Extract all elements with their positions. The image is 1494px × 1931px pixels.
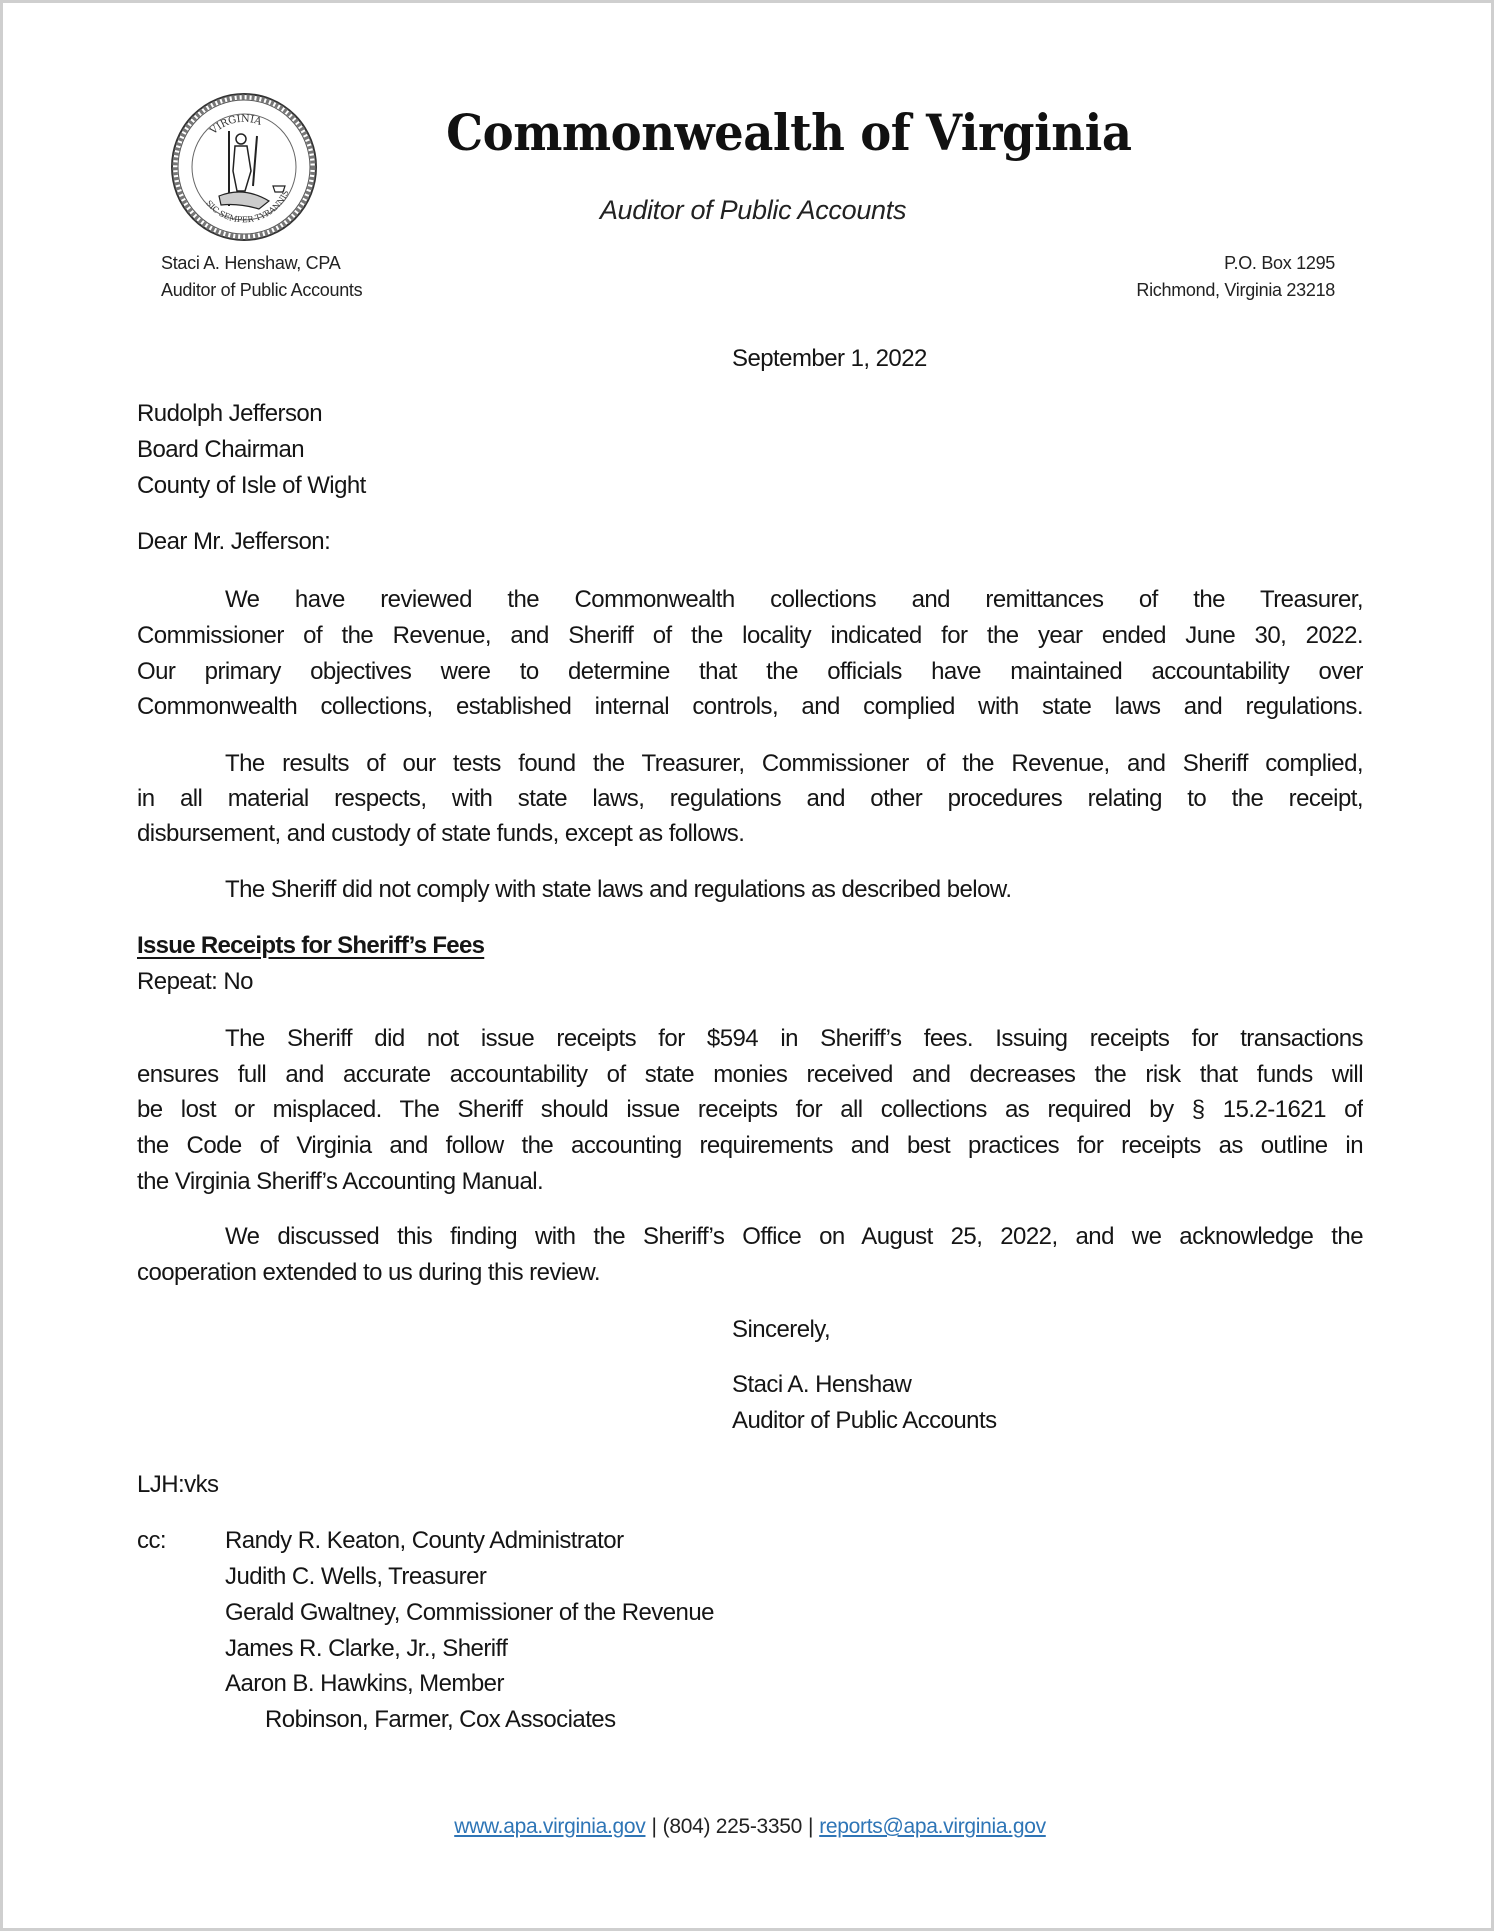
recipient-name: Rudolph Jefferson <box>137 400 323 427</box>
paragraph-line: the Virginia Sheriff’s Accounting Manual. <box>137 1168 544 1195</box>
svg-text:VIRGINIA: VIRGINIA <box>208 113 263 137</box>
closing: Sincerely, <box>732 1316 831 1343</box>
cc-recipient: Judith C. Wells, Treasurer <box>225 1563 487 1590</box>
signature-title: Auditor of Public Accounts <box>732 1407 997 1434</box>
cc-label: cc: <box>137 1527 167 1554</box>
typist-initials: LJH:vks <box>137 1471 219 1498</box>
cc-recipient: James R. Clarke, Jr., Sheriff <box>225 1635 508 1662</box>
salutation: Dear Mr. Jefferson: <box>137 528 331 555</box>
footer-contact <box>3 1815 1494 1839</box>
paragraph-line: Commonwealth collections, established internal controls, and complied with state laws and regulations. <box>137 693 1363 720</box>
phone-number: (804) 225-3350 <box>662 1815 803 1838</box>
paragraph-line: The results of our tests found the Treasurer, Commissioner of the Revenue, and Sheriff complied, <box>225 750 1363 777</box>
cc-sub-recipient: Robinson, Farmer, Cox Associates <box>265 1706 616 1733</box>
paragraph-line: be lost or misplaced. The Sheriff should issue receipts for all collections as required by § 15.2-1621 of <box>137 1096 1363 1123</box>
separator: | <box>808 1815 814 1838</box>
svg-text:SIC SEMPER TYRANNIS: SIC SEMPER TYRANNIS <box>204 188 291 225</box>
auditor-info <box>161 250 362 304</box>
paragraph-line: disbursement, and custody of state funds, except as follows. <box>137 820 745 847</box>
paragraph-noncompliance: The Sheriff did not comply with state laws and regulations as described below. <box>225 876 1012 903</box>
letter-date: September 1, 2022 <box>732 345 927 372</box>
paragraph-line: ensures full and accurate accountability of state monies received and decreases the risk that funds will <box>137 1061 1363 1088</box>
paragraph-line: We discussed this finding with the Sheriff’s Office on August 25, 2022, and we acknowledge the <box>225 1223 1363 1250</box>
website-link[interactable]: www.apa.virginia.gov <box>454 1815 646 1838</box>
recipient-title: Board Chairman <box>137 436 305 463</box>
office-address <box>1136 250 1335 304</box>
letterhead-title: Commonwealth of Virginia <box>446 103 1132 162</box>
virginia-state-seal-icon <box>169 91 319 243</box>
email-link[interactable]: reports@apa.virginia.gov <box>819 1815 1046 1838</box>
finding-heading: Issue Receipts for Sheriff’s Fees <box>137 932 485 959</box>
city-state-zip: Richmond, Virginia 23218 <box>1136 280 1335 300</box>
finding-repeat-status: Repeat: No <box>137 968 253 995</box>
recipient-organization: County of Isle of Wight <box>137 472 366 499</box>
cc-recipient: Randy R. Keaton, County Administrator <box>225 1527 624 1554</box>
paragraph-line: We have reviewed the Commonwealth collections and remittances of the Treasurer, <box>225 586 1363 613</box>
letterhead-subtitle: Auditor of Public Accounts <box>599 195 907 225</box>
auditor-name: Staci A. Henshaw, CPA <box>161 253 341 273</box>
paragraph-line: in all material respects, with state laws, regulations and other procedures relating to the receipt, <box>137 785 1363 812</box>
paragraph-line: Our primary objectives were to determine that the officials have maintained accountability over <box>137 658 1363 685</box>
cc-recipient: Aaron B. Hawkins, Member <box>225 1670 504 1697</box>
signature-name: Staci A. Henshaw <box>732 1371 912 1398</box>
paragraph-line: The Sheriff did not issue receipts for $594 in Sheriff’s fees. Issuing receipts for transactions <box>225 1025 1363 1052</box>
separator: | <box>651 1815 657 1838</box>
po-box: P.O. Box 1295 <box>1224 253 1335 273</box>
paragraph-line: the Code of Virginia and follow the accounting requirements and best practices for receipts as outline in <box>137 1132 1363 1159</box>
cc-recipient: Gerald Gwaltney, Commissioner of the Revenue <box>225 1599 714 1626</box>
paragraph-line: cooperation extended to us during this review. <box>137 1259 601 1286</box>
auditor-title: Auditor of Public Accounts <box>161 280 363 300</box>
paragraph-line: Commissioner of the Revenue, and Sheriff of the locality indicated for the year ended June 30, 2022. <box>137 622 1363 649</box>
